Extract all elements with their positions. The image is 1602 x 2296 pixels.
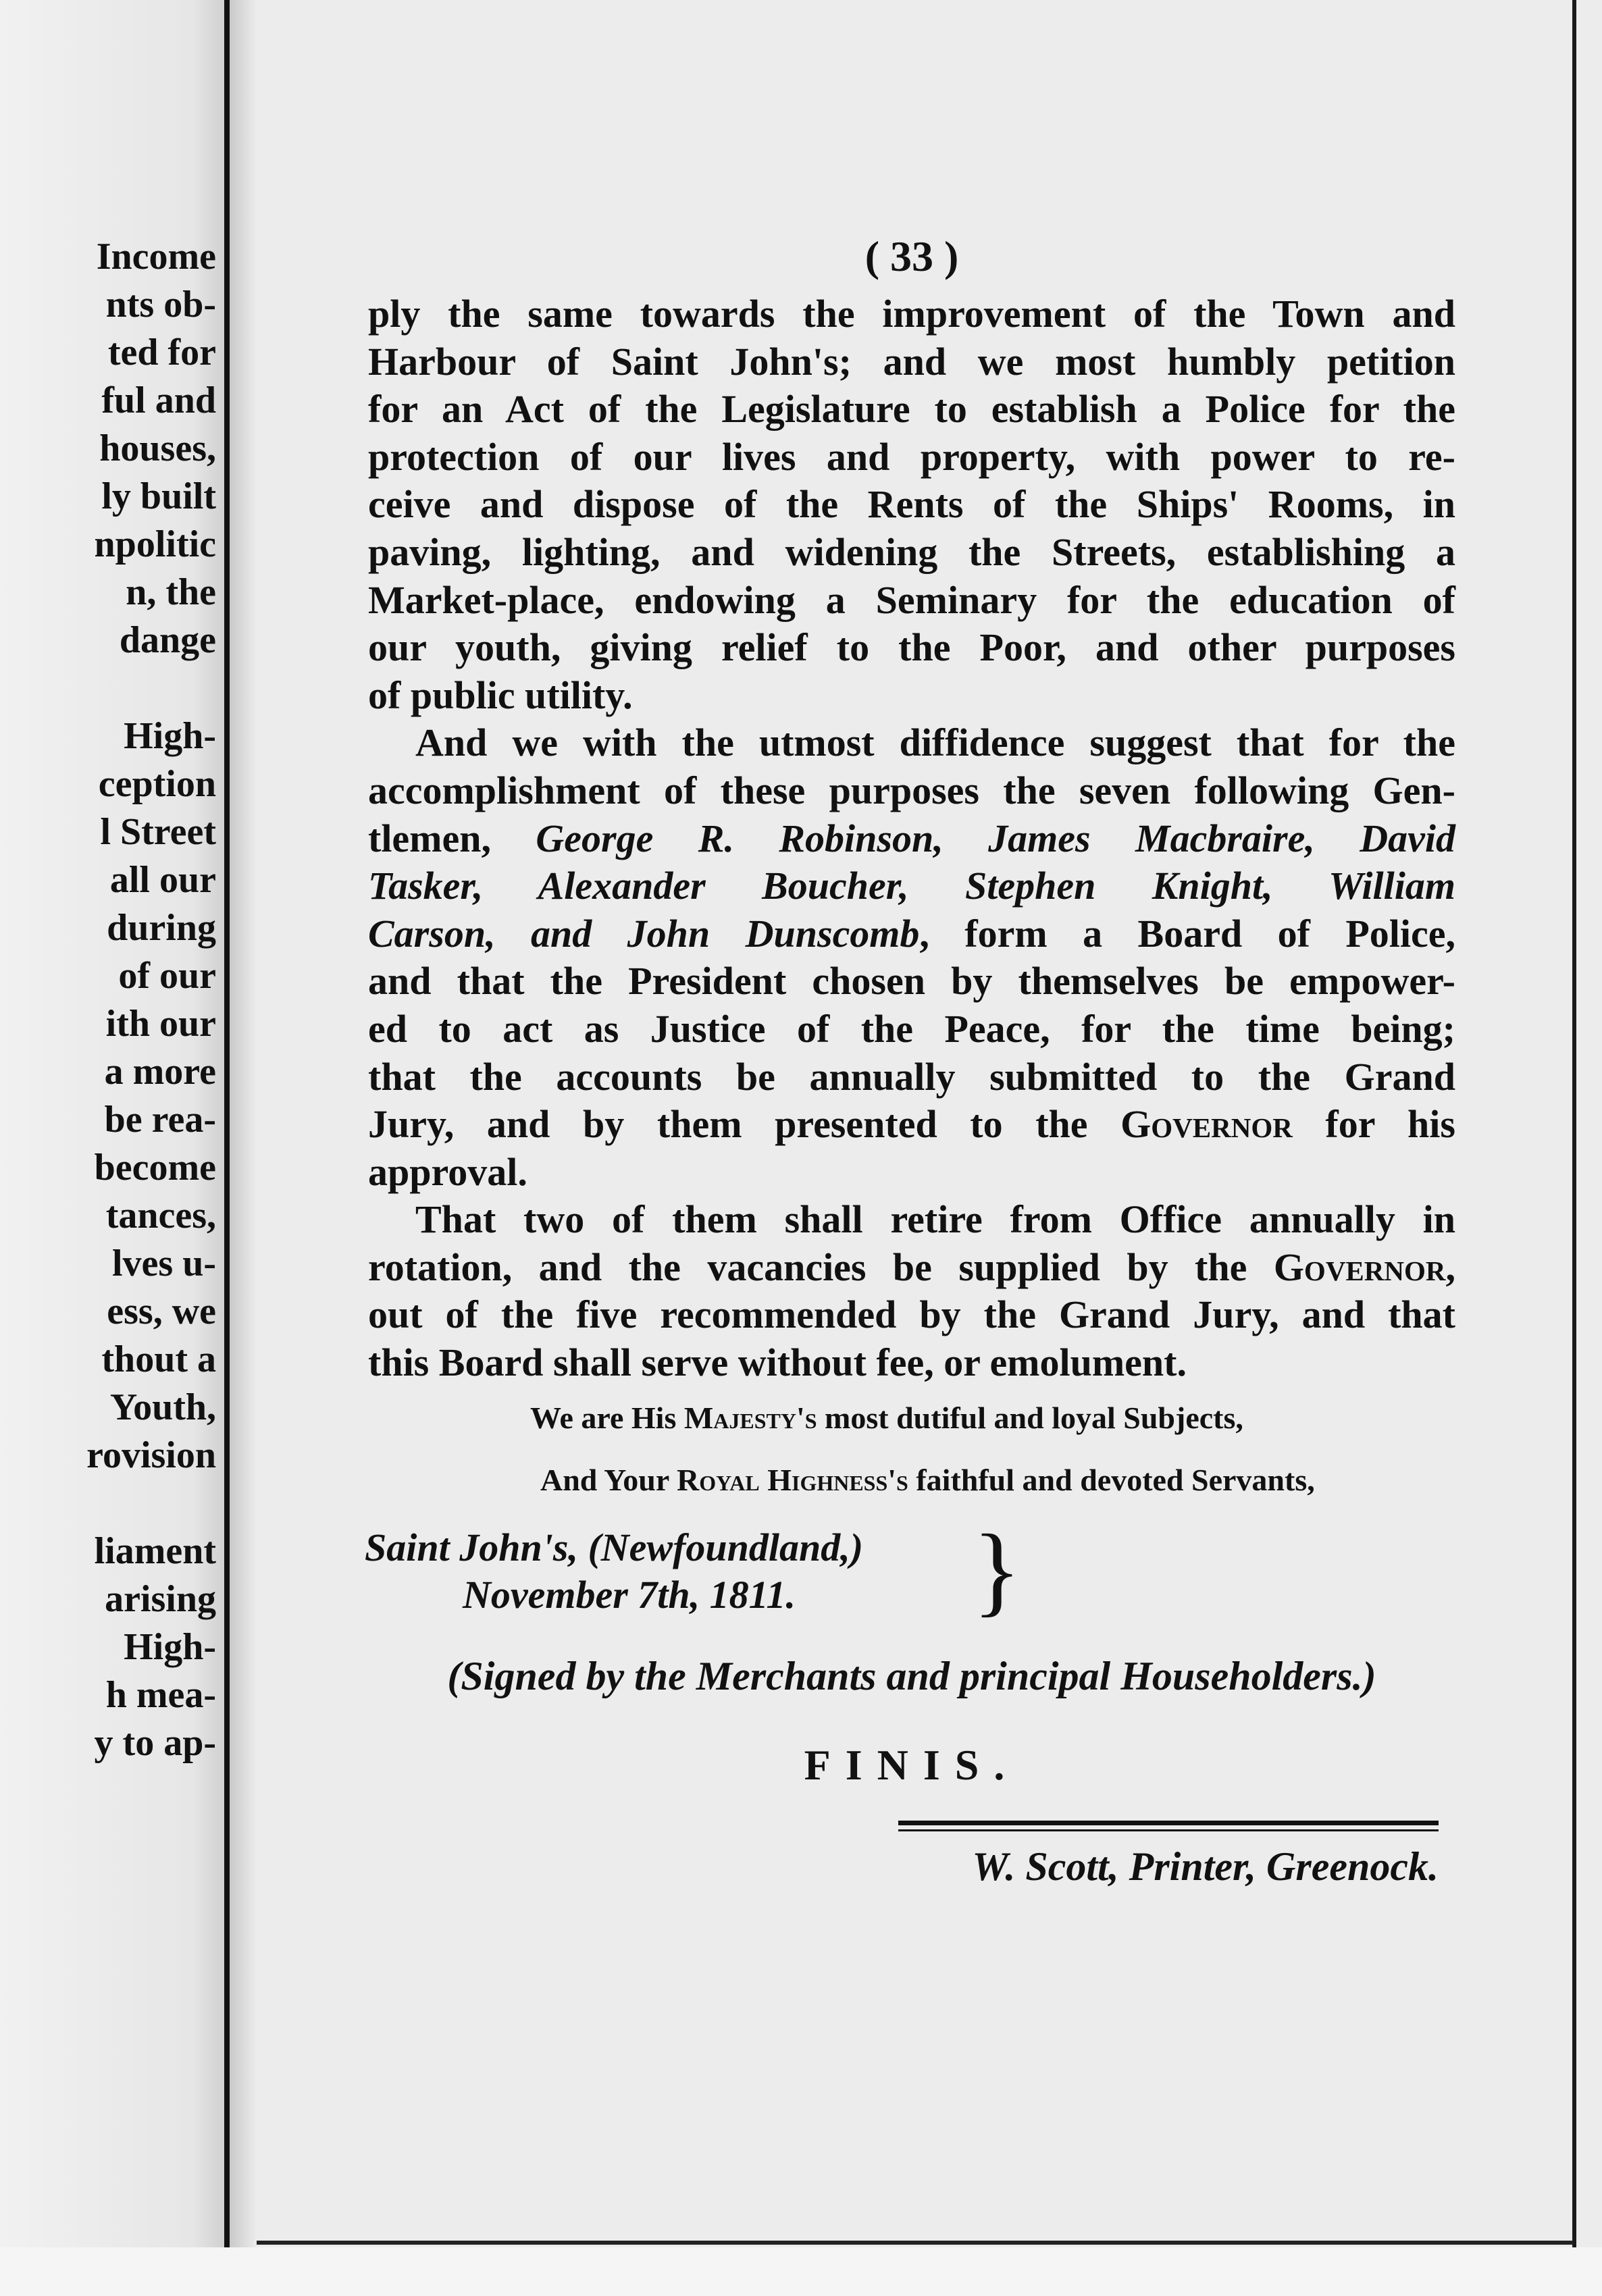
text-line: of public utility. <box>368 673 633 717</box>
facing-page-line: liament <box>94 1530 216 1572</box>
text-line: our youth, giving relief to the Poor, and other purposes <box>368 625 1455 670</box>
text-fragment: Jury, and by them presented to the <box>368 1102 1121 1147</box>
facing-page-line: nts ob- <box>105 284 216 325</box>
facing-page-line: Youth, <box>109 1386 216 1428</box>
governor-smallcaps: Governor, <box>1273 1245 1455 1289</box>
text-fragment: most dutiful and loyal Subjects, <box>817 1400 1243 1435</box>
text-line: That two of them shall retire from Office annually in <box>415 1197 1455 1242</box>
paragraph-2 <box>368 719 1455 1196</box>
facing-page-line: ful and <box>101 380 216 421</box>
text-line: approval. <box>368 1149 527 1194</box>
text-fragment: tlemen, <box>368 816 536 860</box>
paragraph-1 <box>368 290 1455 719</box>
text-line: this Board shall serve without fee, or emolument. <box>368 1340 1187 1385</box>
printer-imprint: W. Scott, Printer, Greenock. <box>972 1844 1439 1889</box>
facing-page-line: tances, <box>105 1195 216 1236</box>
facing-page-line: h mea- <box>105 1674 216 1716</box>
paragraph-3 <box>368 1196 1455 1386</box>
facing-page-line <box>0 664 216 712</box>
page-right-edge <box>1572 0 1576 2262</box>
signed-by-line: (Signed by the Merchants and principal Householders.) <box>447 1653 1376 1698</box>
facing-page-line: lves u- <box>112 1243 216 1284</box>
facing-page-line: y to ap- <box>94 1722 216 1764</box>
facing-page-line: Income <box>96 236 216 278</box>
text-fragment: We are His <box>530 1400 684 1435</box>
text-fragment: , form a Board of Police, <box>919 911 1455 956</box>
facing-page-line: houses, <box>99 427 216 469</box>
text-fragment: for his <box>1292 1102 1455 1147</box>
signature-date: November 7th, 1811. <box>463 1572 796 1617</box>
text-line: ply the same towards the improvement of the Town and <box>368 292 1455 336</box>
text-line: paving, lighting, and widening the Streets, establishing a <box>368 529 1455 574</box>
majesty-smallcaps: Majesty's <box>683 1400 817 1435</box>
facing-page-line: High- <box>124 1626 216 1668</box>
text-line: out of the five recommended by the Grand Jury, and that <box>368 1293 1455 1337</box>
closing-line-2 <box>368 1449 1455 1511</box>
facing-page-line: be rea- <box>104 1099 216 1141</box>
place-and-date <box>365 1513 1455 1646</box>
text-line <box>368 1244 1455 1292</box>
signature-place: Saint John's, (Newfoundland,) <box>365 1525 864 1569</box>
brace-glyph: } <box>973 1513 1021 1626</box>
text-line: Harbour of Saint John's; and we most humbly petition <box>368 339 1455 384</box>
facing-page-line: ess, we <box>107 1290 216 1332</box>
facing-page-line: become <box>94 1147 216 1189</box>
facing-page-text <box>0 233 216 1767</box>
facing-page-line: l Street <box>100 811 216 853</box>
text-line: ceive and dispose of the Rents of the Ships' Rooms, in <box>368 482 1455 527</box>
text-line <box>368 1101 1455 1149</box>
facing-page-line: ith our <box>105 1003 216 1045</box>
facing-page-line: of our <box>118 955 216 997</box>
royal-highness-smallcaps: Royal Highness's <box>676 1462 908 1497</box>
facing-page-line: ception <box>98 763 216 805</box>
facing-page-line <box>0 1480 216 1528</box>
facing-page-line: npolitic <box>94 523 216 565</box>
facing-page-fragment <box>0 0 226 2296</box>
closing-salutation <box>368 1387 1455 1511</box>
facing-page-line: High- <box>124 715 216 757</box>
closing-line-1 <box>368 1387 1455 1449</box>
facing-page-line: a more <box>104 1051 216 1093</box>
finis-heading: FINIS. <box>804 1740 1020 1789</box>
text-line: Market-place, endowing a Seminary for the education of <box>368 577 1455 622</box>
page-gutter <box>224 0 230 2296</box>
text-fragment: faithful and devoted Servants, <box>908 1462 1315 1497</box>
facing-page-line: during <box>107 907 216 949</box>
text-line <box>368 815 1455 863</box>
facing-page-line: n, the <box>126 571 216 613</box>
text-line: for an Act of the Legislature to establish a Police for the <box>368 387 1455 432</box>
names-italic: Carson, and John Dunscomb <box>368 911 920 956</box>
names-italic: Tasker, Alexander Boucher, Stephen Knight, William <box>368 864 1455 908</box>
text-line: ed to act as Justice of the Peace, for the time being; <box>368 1006 1455 1051</box>
facing-page-line: ted for <box>107 332 216 373</box>
text-fragment: And Your <box>540 1462 677 1497</box>
text-line <box>368 862 1455 910</box>
facing-page-line: thout a <box>101 1338 216 1380</box>
text-line: that the accounts be annually submitted to the Grand <box>368 1054 1455 1099</box>
facing-page-line: ly built <box>101 475 216 517</box>
page-bottom-edge <box>257 2241 1574 2245</box>
double-rule <box>898 1821 1439 1831</box>
text-line: And we with the utmost diffidence suggest that for the <box>415 721 1455 765</box>
facing-page-line: arising <box>105 1578 216 1620</box>
text-line: protection of our lives and property, with power to re- <box>368 434 1455 479</box>
governor-smallcaps: Governor <box>1120 1102 1293 1147</box>
page-number: ( 33 ) <box>864 232 959 280</box>
text-line: and that the President chosen by themselves be empower- <box>368 959 1455 1003</box>
scan-bottom-strip <box>0 2247 1602 2296</box>
text-fragment: rotation, and the vacancies be supplied by the <box>368 1245 1274 1289</box>
facing-page-line: all our <box>109 859 216 901</box>
main-page <box>365 223 1455 1890</box>
gutter-shadow <box>230 0 257 2296</box>
facing-page-line: dange <box>119 619 216 661</box>
text-line <box>368 910 1455 958</box>
names-italic: George R. Robinson, James Macbraire, David <box>536 816 1455 860</box>
text-line: accomplishment of these purposes the seven following Gen- <box>368 768 1455 812</box>
facing-page-line: rovision <box>86 1434 216 1476</box>
